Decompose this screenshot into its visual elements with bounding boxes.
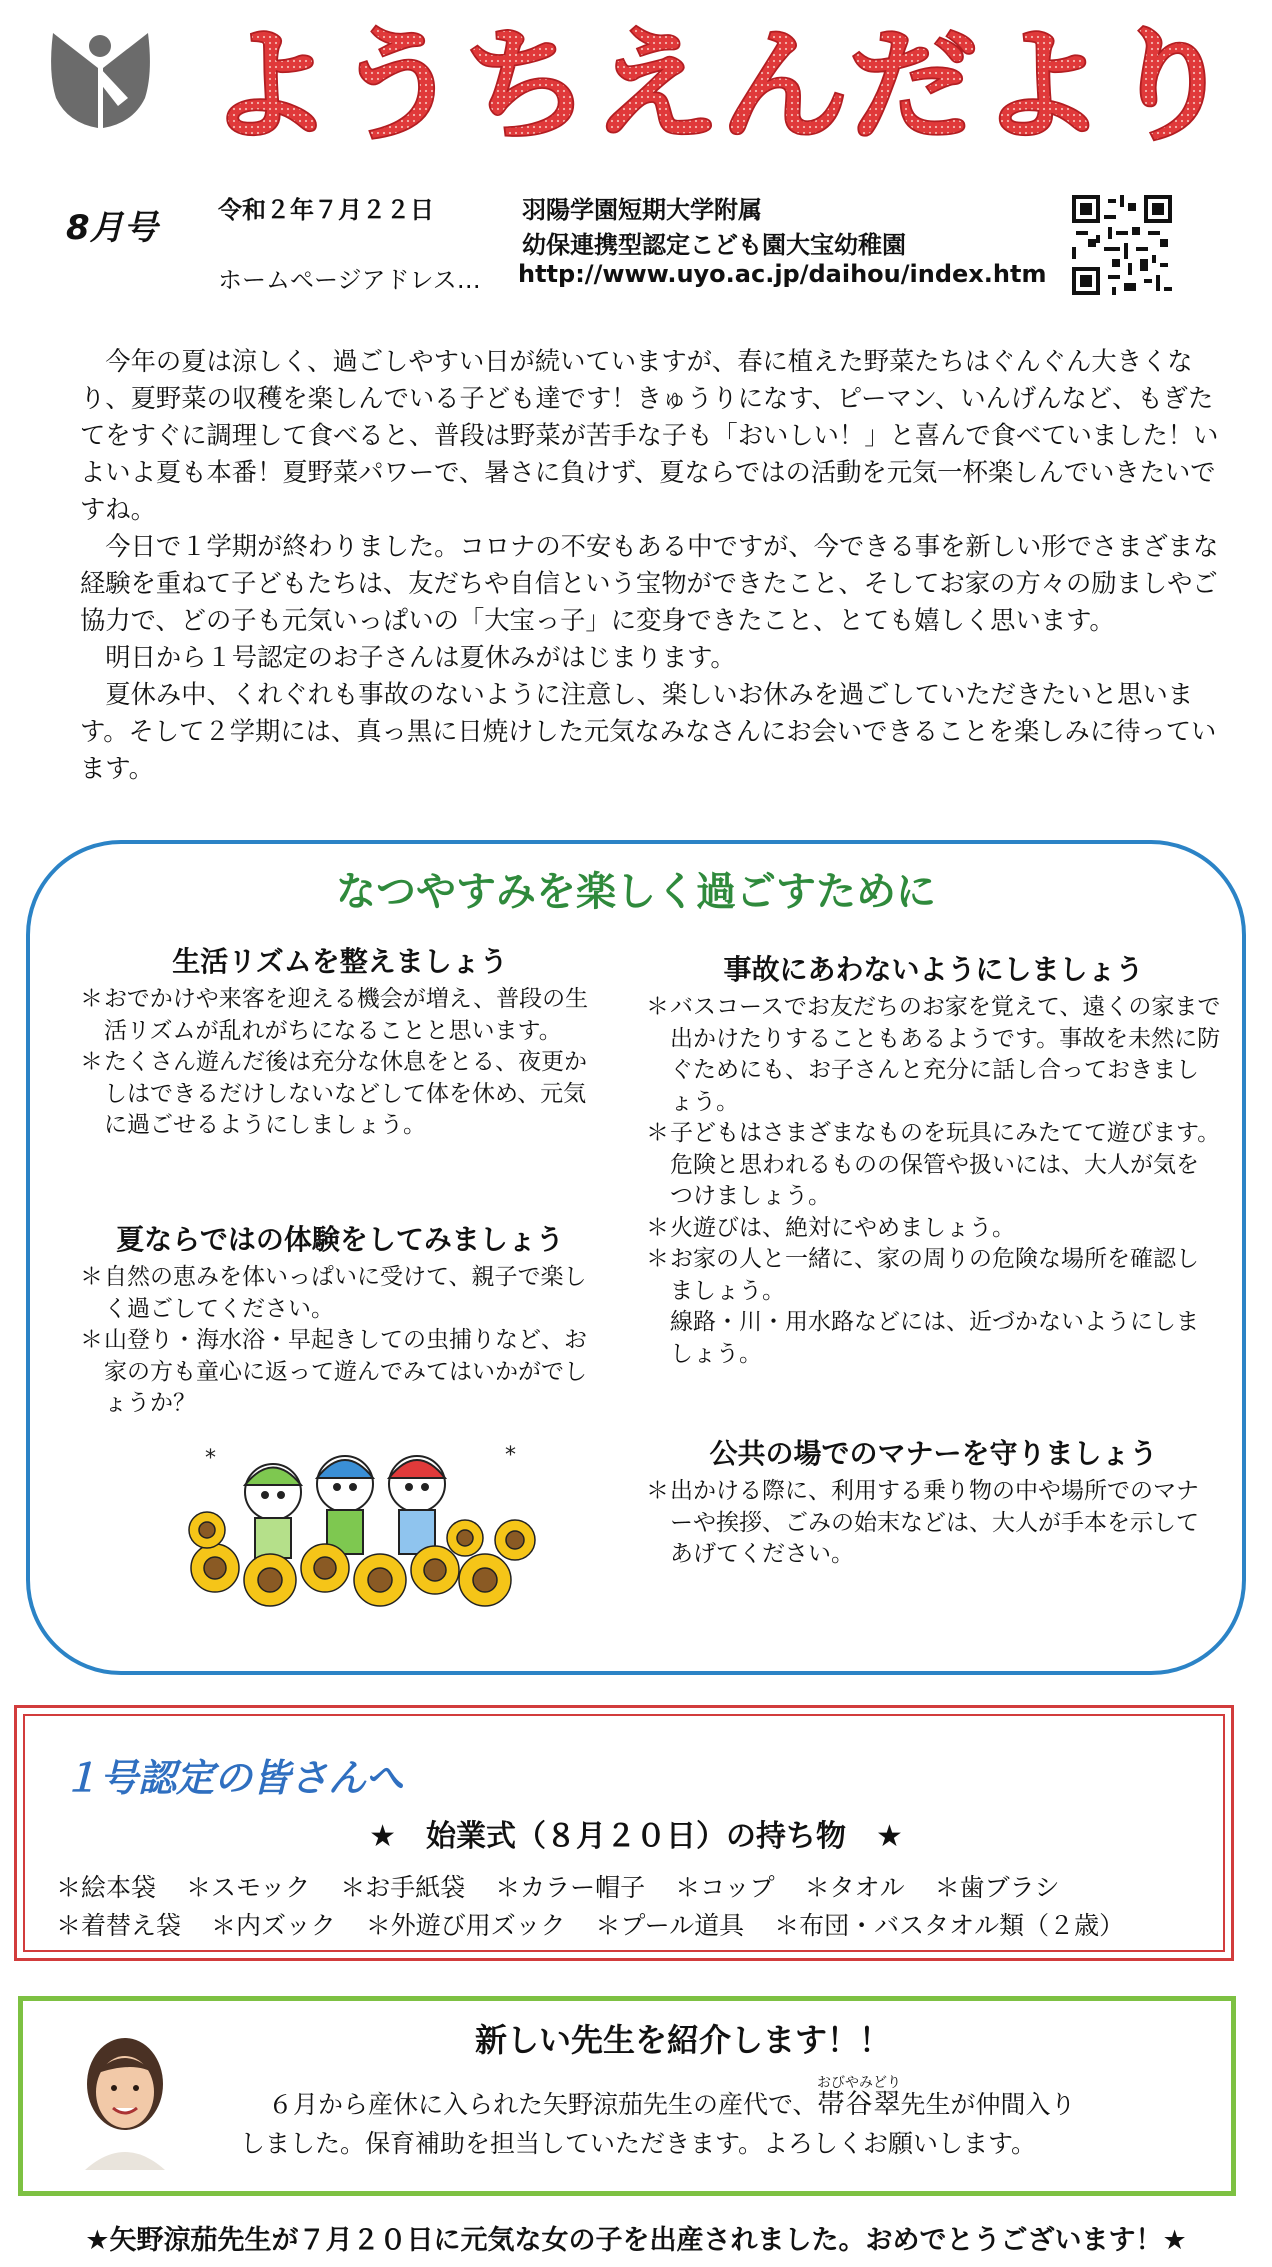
intro-paragraph: 今日で１学期が終わりました。コロナの不安もある中ですが、今できる事を新しい形でさまざまな経験を重ねて子どもたちは、友だちや自信という宝物ができたこと、そしてお家の方々の励ましやご協力で、どの子も元気いっぱいの「大宝っ子」に変身できたこと、とても嬉しく思います。 <box>80 532 1219 635</box>
list-item: ＊布団・バスタオル類（２歳） <box>774 1911 1125 1940</box>
list-item: ＊スモック <box>185 1873 311 1902</box>
newsletter-title <box>195 10 1245 160</box>
list-item: ＊たくさん遊んだ後は充分な休息をとる、夜更かしはできるだけしないなどして体を休め、元気に過ごせるようにしましょう。 <box>80 1049 587 1138</box>
list-item: ＊プール道具 <box>595 1911 745 1940</box>
homepage-label: ホームページアドレス… <box>218 266 481 294</box>
new-teacher-line1: ６月から産休に入られた矢野涼茄先生の産代で、帯谷翠おびやみどり先生が仲間入り <box>268 2075 1076 2120</box>
org-name-line2: 幼保連携型認定こども園大宝幼稚園 <box>522 231 906 259</box>
homepage-url[interactable]: http://www.uyo.ac.jp/daihou/index.htm <box>518 260 1047 288</box>
list-item: ＊タオル <box>804 1873 905 1902</box>
list-item: ＊内ズック <box>210 1911 336 1940</box>
ceremony-subtitle: ★ 始業式（８月２０日）の持ち物 ★ <box>369 1819 903 1854</box>
issue-date: 令和２年７月２２日 <box>218 196 434 224</box>
manners-section <box>646 1432 1221 1571</box>
list-item: ＊カラー帽子 <box>495 1873 646 1902</box>
org-name-line1: 羽陽学園短期大学附属 <box>522 196 762 224</box>
list-item: ＊歯ブラシ <box>934 1873 1060 1902</box>
footer-announcement: ★矢野涼茄先生が７月２０日に元気な女の子を出産されました。おめでとうございます！★ <box>85 2225 1187 2256</box>
issue-label: 8月号 <box>66 208 158 248</box>
newsletter-title-text: ようちえんだより <box>205 15 1235 157</box>
safety-section <box>646 948 1221 1370</box>
list-item-note: 線路・川・用水路などには、近づかないようにしましょう。 <box>670 1309 1199 1367</box>
safety-heading: 事故にあわないようにしましょう <box>723 953 1144 986</box>
qr-code[interactable] <box>1072 195 1172 295</box>
list-item: ＊火遊びは、絶対にやめましょう。 <box>646 1214 1015 1241</box>
manners-heading: 公共の場でのマナーを守りましょう <box>709 1437 1158 1470</box>
list-item: ＊子どもはさまざまなものを玩具にみたてて遊びます。危険と思われるものの保管や扱いには、大人が気をつけましょう。 <box>646 1120 1221 1209</box>
intro-paragraph: 夏休み中、くれぐれも事故のないように注意し、楽しいお休みを過ごしていただきたいと思います。そして２学期には、真っ黒に日焼けした元気なみなさんにお会いできることを楽しみに待っています。 <box>80 680 1217 783</box>
intro-text <box>80 343 1230 787</box>
children-sunflowers-illustration <box>185 1440 545 1615</box>
list-item: ＊自然の恵みを体いっぱいに受けて、親子で楽しく過ごしてください。 <box>80 1264 587 1322</box>
list-item: ＊絵本袋 <box>56 1873 157 1902</box>
list-item: ＊外遊び用ズック <box>365 1911 566 1940</box>
list-item: ＊お手紙袋 <box>340 1873 466 1902</box>
svg-text:*: * <box>505 1443 516 1468</box>
list-item: ＊コップ <box>675 1873 775 1902</box>
list-item: ＊お家の人と一緒に、家の周りの危険な場所を確認しましょう。 <box>646 1246 1199 1304</box>
kindergarten-logo <box>48 28 153 138</box>
list-item: ＊バスコースでお友だちのお家を覚えて、遠くの家まで出かけたりすることもあるようです。事故を未然に防ぐためにも、お子さんと充分に話し合っておきましょう。 <box>646 994 1221 1115</box>
experience-section <box>80 1218 600 1420</box>
rhythm-heading: 生活リズムを整えましょう <box>172 945 508 978</box>
new-teacher-title: 新しい先生を紹介します！！ <box>475 2021 892 2059</box>
teacher-name: 帯谷翠おびやみどり <box>817 2075 902 2120</box>
list-item: ＊出かける際に、利用する乗り物の中や場所でのマナーや挨拶、ごみの始末などは、大人が手本を示してあげてください。 <box>646 1478 1199 1567</box>
list-item: ＊おでかけや来客を迎える機会が増え、普段の生活リズムが乱れがちになることと思います。 <box>80 986 589 1044</box>
intro-paragraph: 明日から１号認定のお子さんは夏休みがはじまります。 <box>105 643 736 672</box>
ceremony-title: １号認定の皆さんへ <box>62 1756 404 1800</box>
rhythm-section <box>80 940 600 1142</box>
experience-heading: 夏ならではの体験をしてみましょう <box>116 1223 564 1256</box>
svg-text:*: * <box>205 1446 216 1471</box>
items-row-2 <box>56 1906 1236 1942</box>
summer-tips-title: なつやすみを楽しく過ごすために <box>336 869 936 915</box>
new-teacher-line2: しました。保育補助を担当していただきます。よろしくお願いします。 <box>240 2129 1037 2158</box>
list-item: ＊山登り・海水浴・早起きしての虫捕りなど、お家の方も童心に返って遊んでみてはいかがでしょうか？ <box>80 1327 587 1416</box>
teacher-photo <box>75 2022 175 2170</box>
items-row-1 <box>56 1868 1236 1904</box>
list-item: ＊着替え袋 <box>56 1911 182 1940</box>
intro-paragraph: 今年の夏は涼しく、過ごしやすい日が続いていますが、春に植えた野菜たちはぐんぐん大きくなり、夏野菜の収穫を楽しんでいる子ども達です！きゅうりになす、ピーマン、いんげんなど、もぎたてをすぐに調理して食べると、普段は野菜が苦手な子も「おいしい！」と喜んで食べていました！いよいよ夏も本番！夏野菜パワーで、暑さに負けず、夏ならではの活動を元気一杯楽しんでいきたいですね。 <box>80 347 1219 524</box>
